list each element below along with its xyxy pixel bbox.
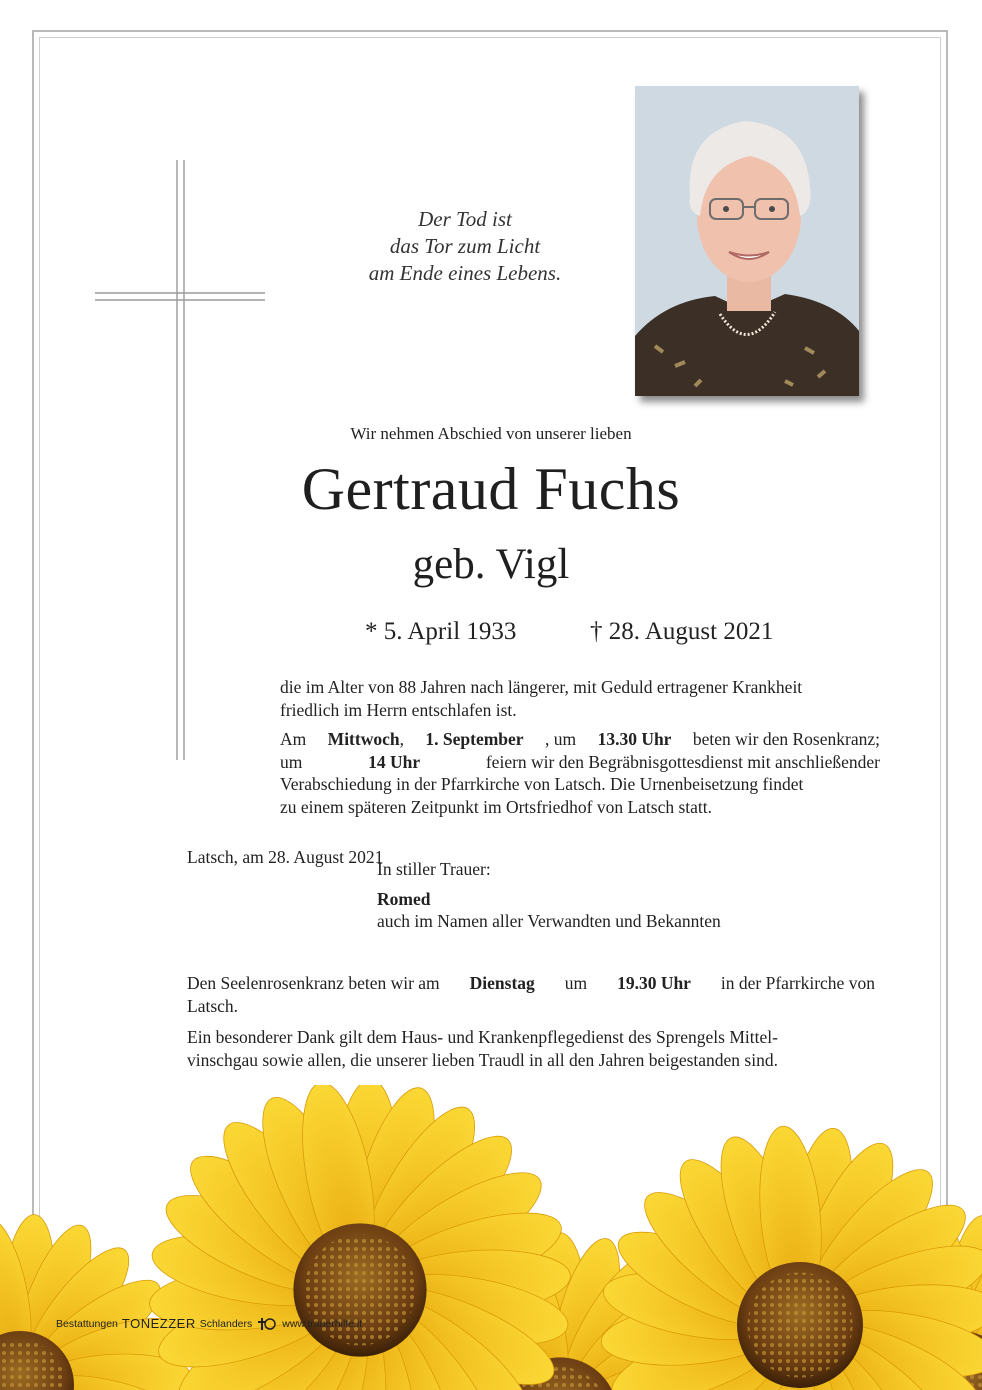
footer-city: Schlanders <box>199 1317 253 1330</box>
funeral-am: Am <box>280 729 307 749</box>
funeral-line-2 <box>280 751 880 774</box>
rosary-paragraph <box>187 972 875 1017</box>
birth-name: geb. Vigl <box>412 541 570 588</box>
quote <box>330 206 600 287</box>
deceased-name: Gertraud Fuchs <box>301 456 681 522</box>
signature-block <box>377 858 857 933</box>
thanks-line-1: Ein besonderer Dank gilt dem Haus- und Krankenpflegedienst des Sprengels Mittel- <box>187 1027 778 1047</box>
quote-line-2: das Tor zum Licht <box>389 234 541 258</box>
announcement-line-2: friedlich im Herrn entschlafen ist. <box>280 699 517 720</box>
cross-logo-icon <box>256 1317 278 1331</box>
quote-line-1: Der Tod ist <box>418 207 512 231</box>
quote-line-3: am Ende eines Lebens. <box>368 261 562 285</box>
rosary-line-2: Latsch. <box>187 995 239 1016</box>
rosary-weekday: Dienstag <box>469 973 535 993</box>
footer <box>56 1316 362 1331</box>
footer-url: www.trauerhilfe.it <box>282 1317 363 1330</box>
rosary-line-1 <box>187 972 875 995</box>
funeral-comma: , <box>399 729 404 749</box>
funeral-um: , um <box>545 729 577 749</box>
footer-brand: TONEZZER <box>121 1316 196 1331</box>
funeral-date: 1. September <box>425 729 524 749</box>
rosary-um: um <box>564 973 588 993</box>
rosary-text-1: Den Seelenrosenkranz beten wir am <box>187 973 440 993</box>
funeral-rosary-text: beten wir den Rosenkranz; <box>692 729 880 749</box>
rosary-time: 19.30 Uhr <box>617 973 691 993</box>
funeral-paragraph <box>280 728 880 818</box>
funeral-um-2: um <box>280 751 303 772</box>
birth-date: * 5. April 1933 <box>365 618 517 645</box>
sunflower-border <box>0 1085 982 1390</box>
place-date: Latsch, am 28. August 2021 <box>187 847 384 867</box>
funeral-line-1 <box>280 728 880 751</box>
announcement-line-1: die im Alter von 88 Jahren nach längerer, mit Geduld ertragener Krankheit <box>280 677 803 697</box>
intro-text: Wir nehmen Abschied von unserer lieben <box>350 424 632 443</box>
death-date: † 28. August 2021 <box>590 618 774 645</box>
thanks-line-2: vinschgau sowie allen, die unserer lieben Traudl in all den Jahren beigestanden sind. <box>187 1049 778 1070</box>
funeral-weekday: Mittwoch <box>327 729 400 749</box>
thanks-paragraph <box>187 1026 875 1071</box>
sunflower <box>147 1085 573 1390</box>
announcement-paragraph <box>280 676 880 721</box>
footer-prefix: Bestattungen <box>56 1317 118 1330</box>
signature-name: Romed <box>377 888 431 909</box>
rosary-text-2: in der Pfarrkirche von <box>720 973 875 993</box>
funeral-mass-text: feiern wir den Begräbnisgottesdienst mit anschließender <box>485 751 880 772</box>
funeral-line-3: Verabschiedung in der Pfarrkirche von Latsch. Die Urnenbeisetzung findet <box>280 774 804 795</box>
funeral-line-4: zu einem späteren Zeitpunkt im Ortsfriedhof von Latsch statt. <box>280 796 713 817</box>
sunflower <box>598 1123 982 1390</box>
funeral-mass-time: 14 Uhr <box>368 751 421 772</box>
portrait-photo <box>635 86 859 396</box>
signature-heading: In stiller Trauer: <box>377 859 491 879</box>
signature-line: auch im Namen aller Verwandten und Bekannten <box>377 911 721 932</box>
funeral-rosary-time: 13.30 Uhr <box>597 729 672 749</box>
